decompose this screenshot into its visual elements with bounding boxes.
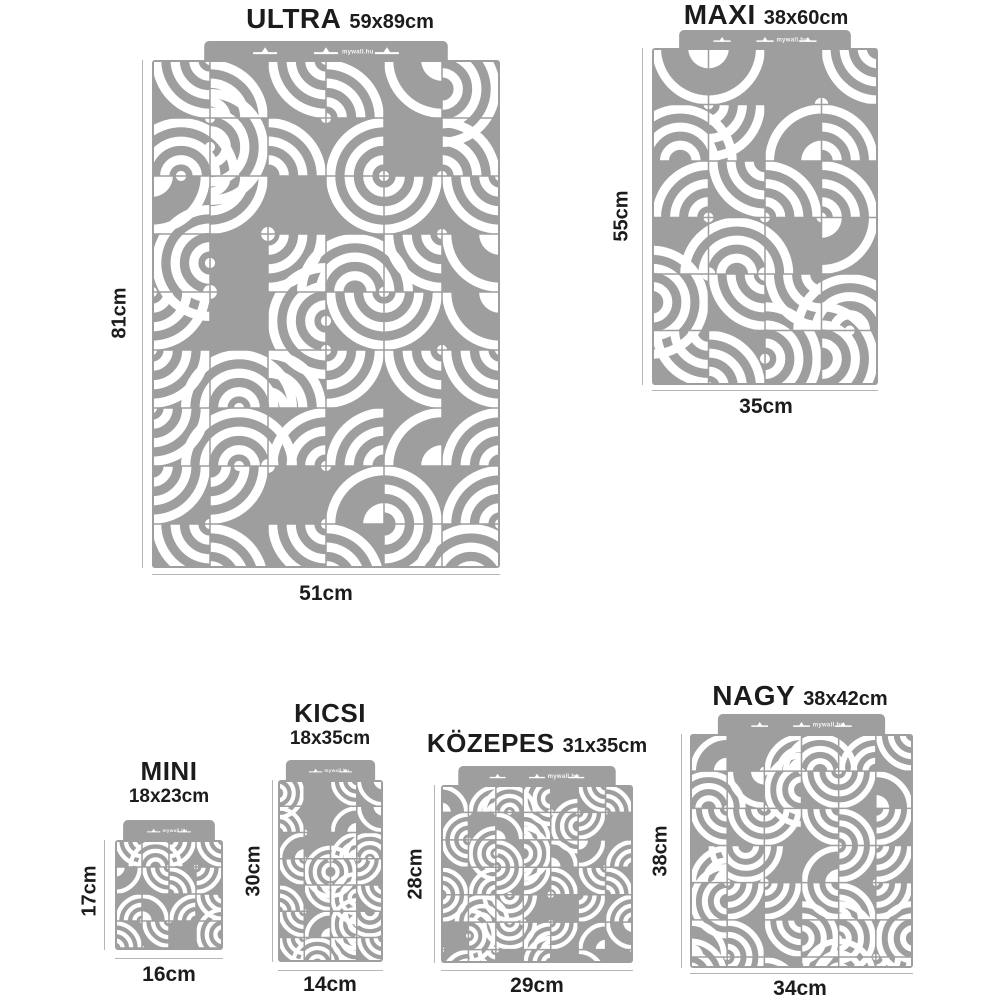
nagy-height-label: 38cm	[649, 825, 672, 877]
nagy-width-label: 34cm	[773, 977, 827, 1000]
maxi-title	[684, 0, 849, 30]
kozepes-title	[427, 729, 647, 758]
kozepes-name-label: KÖZEPES	[426, 728, 555, 758]
maxi-size-label: 38x60cm	[763, 7, 849, 29]
kozepes-height-label: 28cm	[404, 848, 427, 900]
ultra-size-label: 59x89cm	[349, 11, 434, 33]
mywall-brand-text: mywall.hu	[324, 768, 350, 774]
ultra-height-measure-line	[142, 60, 143, 568]
mywall-brand-text: mywall.hu	[547, 774, 580, 780]
nagy-name-label: NAGY	[712, 680, 796, 711]
ultra-height-label: 81cm	[108, 287, 131, 339]
kicsi-title	[290, 699, 370, 750]
maxi-height-label: 55cm	[610, 190, 633, 242]
maxi-width-label: 35cm	[739, 395, 793, 418]
mini-stencil-graphic	[115, 820, 223, 950]
mywall-brand-text: mywall.hu	[342, 49, 374, 56]
kicsi-height-label: 30cm	[242, 845, 265, 897]
mini-height-label: 17cm	[78, 865, 101, 917]
kicsi-width-measure-line	[278, 970, 383, 971]
kicsi-name-label: KICSI	[294, 698, 366, 728]
mini-height-measure-line	[104, 840, 105, 950]
mini-width-label: 16cm	[142, 963, 196, 986]
kozepes-stencil-graphic	[441, 766, 633, 963]
nagy-width-measure-line	[690, 973, 913, 974]
mini-name-label: MINI	[140, 756, 198, 786]
kicsi-width-label: 14cm	[303, 973, 357, 996]
ultra-name-label: ULTRA	[246, 3, 342, 34]
ultra-width-label: 51cm	[299, 582, 353, 605]
kozepes-width-label: 29cm	[510, 974, 564, 997]
mywall-brand-text: mywall.hu	[812, 722, 845, 729]
maxi-height-measure-line	[642, 48, 643, 385]
maxi-width-measure-line	[652, 390, 878, 391]
kozepes-height-measure-line	[434, 785, 435, 963]
kicsi-stencil-graphic	[278, 760, 383, 962]
kicsi-height-measure-line	[272, 780, 273, 962]
mini-title	[129, 757, 209, 808]
ultra-width-measure-line	[152, 574, 500, 575]
kozepes-size-label: 31x35cm	[562, 735, 648, 757]
maxi-stencil-graphic	[652, 30, 878, 385]
maxi-name-label: MAXI	[683, 0, 756, 30]
nagy-height-measure-line	[681, 734, 682, 968]
mywall-brand-text: mywall.hu	[776, 37, 809, 44]
ultra-stencil-graphic	[152, 41, 500, 568]
kozepes-width-measure-line	[441, 970, 633, 971]
mini-width-measure-line	[115, 958, 223, 959]
ultra-title	[246, 4, 434, 34]
mywall-brand-text: mywall.hu	[162, 828, 188, 834]
nagy-title	[712, 681, 887, 711]
mini-size-label: 18x23cm	[128, 786, 210, 808]
nagy-size-label: 38x42cm	[803, 688, 888, 710]
nagy-stencil-graphic	[690, 714, 913, 968]
kicsi-size-label: 18x35cm	[289, 728, 371, 750]
